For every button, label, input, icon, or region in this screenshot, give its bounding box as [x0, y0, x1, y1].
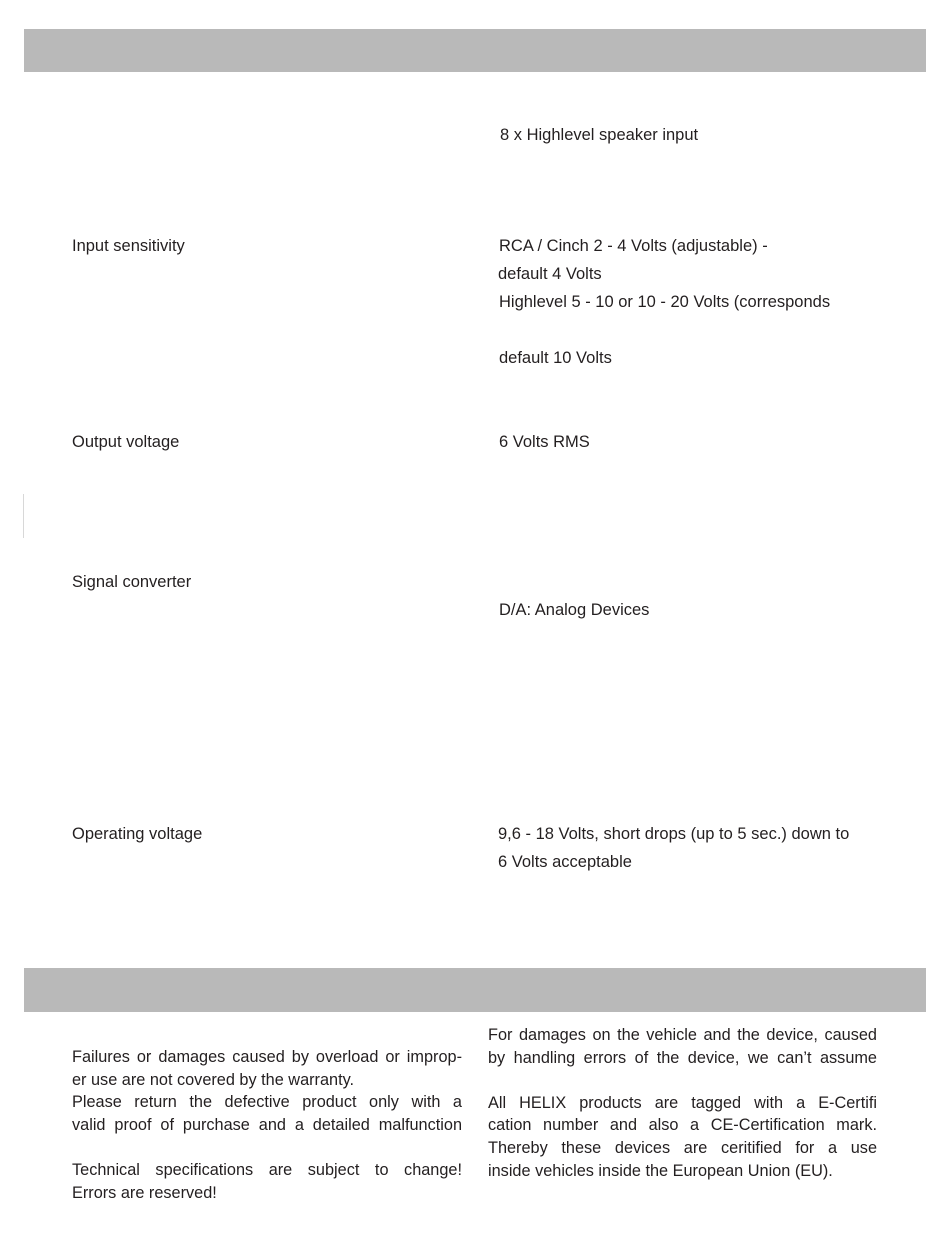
warranty-left-p2-line1: Please return the defective product only with a	[72, 1093, 462, 1112]
warranty-right-p2-line2: cation number and also a CE-Certification mark.	[488, 1116, 877, 1135]
input-sensitivity-line-3: Highlevel 5 - 10 or 10 - 20 Volts (corresponds	[499, 293, 831, 311]
warranty-right-p2-line1: All HELIX products are tagged with a E-Certifi	[488, 1093, 877, 1112]
warranty-left-p1-line2: er use are not covered by the warranty.	[72, 1070, 355, 1089]
input-sensitivity-line-4: default 10 Volts	[499, 349, 612, 367]
warranty-right-column	[488, 1024, 877, 1182]
warranty-right-p2-line3: Thereby these devices are ceritified for a use	[488, 1138, 877, 1157]
highlevel-input-value: 8 x Highlevel speaker input	[500, 126, 699, 144]
input-sensitivity-line-1: RCA / Cinch 2 - 4 Volts (adjustable) -	[499, 237, 768, 255]
signal-converter-label: Signal converter	[72, 573, 192, 591]
section-header-bar-top	[24, 29, 926, 72]
warranty-right-p2-line4: inside vehicles inside the European Union (EU).	[488, 1161, 833, 1180]
output-voltage-value: 6 Volts RMS	[499, 433, 590, 451]
operating-voltage-line-2: 6 Volts acceptable	[498, 853, 632, 871]
operating-voltage-label: Operating voltage	[72, 825, 203, 843]
margin-rule	[23, 494, 24, 538]
warranty-left-p1-line1: Failures or damages caused by overload or improp-	[72, 1048, 462, 1066]
warranty-left-p3-line2: Errors are reserved!	[72, 1183, 217, 1202]
section-header-bar-bottom	[24, 968, 926, 1012]
warranty-right-p1-line2: by handling errors of the device, we can’t assume	[488, 1048, 877, 1067]
operating-voltage-line-1: 9,6 - 18 Volts, short drops (up to 5 sec.) down to	[498, 825, 850, 843]
warranty-left-column	[72, 1046, 462, 1204]
warranty-right-p1-line1: For damages on the vehicle and the device, caused	[488, 1026, 877, 1044]
signal-converter-value: D/A: Analog Devices	[499, 601, 650, 619]
warranty-left-p2-line2: valid proof of purchase and a detailed malfunction	[72, 1115, 462, 1134]
output-voltage-label: Output voltage	[72, 433, 180, 451]
input-sensitivity-line-2: default 4 Volts	[498, 265, 602, 283]
warranty-left-p3-line1: Technical specifications are subject to change!	[72, 1160, 462, 1179]
input-sensitivity-label: Input sensitivity	[72, 237, 185, 255]
